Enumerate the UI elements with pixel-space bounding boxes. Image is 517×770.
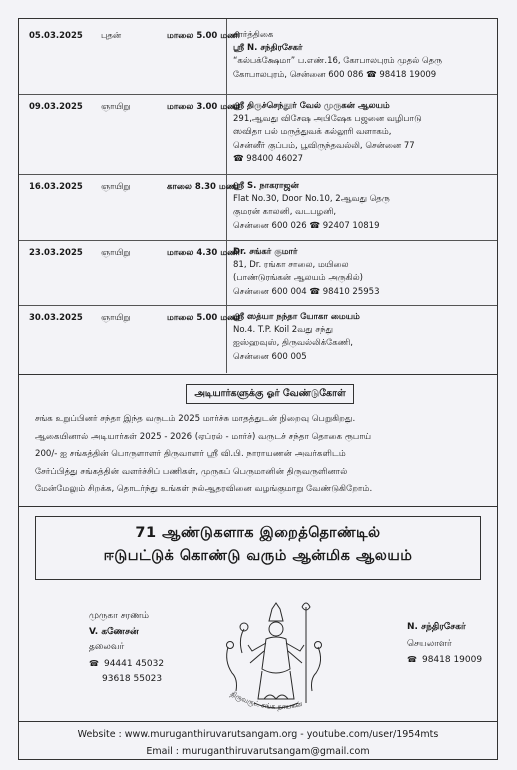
phone-icon: ☎: [89, 658, 99, 668]
venue-line: கார்த்திகை: [233, 30, 274, 40]
website-line[interactable]: Website : www.muruganthiruvarutsangam.org - youtube.com/user/1954mts: [77, 729, 439, 740]
secretary-phone: 98418 19009: [421, 655, 483, 665]
request-title: அடியார்களுக்கு ஓர் வேண்டுகோள்: [186, 384, 354, 404]
venue-line: Flat No.30, Door No.10, 2ஆவது தெரு: [233, 194, 390, 205]
section-divider: [19, 374, 497, 375]
event-time: மாலை 3.00 மணி: [167, 102, 240, 112]
event-time: மாலை 4.30 மணி: [167, 248, 240, 258]
event-venue: [233, 180, 495, 233]
event-venue: [233, 100, 495, 166]
row-divider: [19, 240, 497, 241]
event-day: ஞாயிறு: [101, 248, 131, 258]
host-name: Dr. சங்கர் குமார்: [233, 247, 298, 257]
request-line: 200/- ஐ சங்கத்தின் பொருளாளர் திருவாளர் ஸ்ரீ வி.பி. நாராயணன் அவர்களிடம்: [35, 449, 346, 459]
event-venue: [233, 311, 495, 364]
section-divider: [19, 721, 497, 722]
event-date: 23.03.2025: [29, 248, 83, 258]
event-day: ஞாயிறு: [101, 182, 131, 192]
host-name: ஸ்ரீ S. நாகராஜன்: [233, 181, 299, 191]
event-time: மாலை 5.00 மணி: [167, 31, 240, 41]
request-line: சேர்ப்பித்து சங்கத்தின் வளர்ச்சிப் பணிகள், முருகப் பெருமானின் திருவருளினால்: [35, 466, 348, 477]
event-day: ஞாயிறு: [101, 102, 131, 112]
event-venue: [233, 246, 495, 299]
banner-line-2: ஈடுபட்டுக் கொண்டு வரும் ஆன்மிக ஆலயம்: [103, 548, 413, 564]
event-date: 09.03.2025: [29, 102, 83, 112]
svg-text:திருவருட் சங்க நாயகன்: [229, 691, 303, 711]
request-line: ஆகையினால் அடியார்கள் 2025 - 2026 (ஏப்ரல் - மார்ச்) வருடச் சந்தா தொகை ரூபாய்: [35, 431, 372, 442]
venue-line: 291,ஆவது விசேஷ அபிஷேக பஜனை வழிபாடு: [233, 114, 422, 125]
venue-line: No.4. T.P. Koil 2வது சந்து: [233, 325, 333, 336]
venue-line: “கல்பக்க்ஷேமா” ப.எண்.16, கோபாலபுரம் முதல் தெரு: [233, 56, 443, 67]
president-name: V. கணேசன்: [89, 626, 139, 637]
banner-line-1: 71 ஆண்டுகளாக இறைத்தொண்டில்: [135, 525, 381, 541]
email-line[interactable]: Email : muruganthiruvarutsangam@gmail.com: [146, 746, 370, 757]
event-venue: [233, 29, 495, 82]
event-time: காலை 8.30 மணி: [167, 182, 239, 192]
request-body: [35, 411, 483, 499]
anniversary-banner: [35, 516, 481, 580]
venue-line: கோபாலபுரம், சென்னை 600 086 ☎ 98418 19009: [233, 69, 437, 80]
venue-line: ஐஸ்ஹவுஸ், திருவல்லிக்கேணி,: [233, 338, 353, 349]
venue-line: சென்னை 600 004 ☎ 98410 25953: [233, 286, 380, 297]
venue-line: சென்னீர் குப்பம், பூவிருந்தவல்லி, சென்னை 77: [233, 140, 415, 151]
event-date: 30.03.2025: [29, 313, 83, 323]
event-time: மாலை 5.00 மணி: [167, 313, 240, 323]
event-day: ஞாயிறு: [101, 313, 131, 323]
request-line: சங்க உறுப்பினர் சந்தா இந்த வருடம் 2025 மார்ச்சு மாதத்துடன் நிறைவு பெறுகிறது.: [35, 414, 356, 424]
host-name: ஸ்ரீ ஸத்யா நந்தா யோகா மையம்: [233, 312, 360, 322]
event-date: 16.03.2025: [29, 182, 83, 192]
venue-line: சென்னை 600 005: [233, 351, 307, 362]
host-name: ஸ்ரீ N. சந்திரசேகர்: [233, 43, 303, 54]
venue-line: (பாண்டுரங்கன் ஆலயம் அருகில்): [233, 273, 363, 284]
schedule-table: [19, 19, 497, 374]
row-divider: [19, 305, 497, 306]
event-date: 05.03.2025: [29, 31, 83, 41]
secretary-role: செயலாளர்: [407, 638, 452, 649]
venue-line: சென்னை 600 026 ☎ 92407 10819: [233, 220, 380, 231]
row-divider: [19, 174, 497, 175]
president-role: தலைவர்: [89, 642, 125, 652]
emblem-caption-text: திருவருட் சங்க நாயகன்: [229, 691, 304, 712]
venue-line: குமரன் காலனி, வடபழனி,: [233, 207, 337, 218]
secretary-name: N. சந்திரசேகர்: [407, 622, 466, 632]
president-phone: 93618 55023: [102, 674, 163, 684]
greeting: முருகா சரணம்: [89, 611, 149, 621]
venue-line: 81, Dr. ரங்கா சாலை, மயிலை: [233, 260, 349, 271]
venue-line: ஸவிதா பல் மருத்துவக் கல்லூரி வளாகம்,: [233, 127, 392, 138]
venue-line: ☎ 98400 46027: [233, 153, 304, 164]
request-line: மேன்மேலும் சிறக்க, தொடர்ந்து உங்கள் நல்ஆதரவினை வழங்குமாறு வேண்டுகிறோம்.: [35, 484, 373, 494]
section-divider: [19, 506, 497, 507]
row-divider: [19, 94, 497, 95]
president-block: [89, 609, 164, 688]
host-name: ஸ்ரீ திருச்செந்தூர் வேல் முருகன் ஆலயம்: [233, 101, 390, 111]
president-phone: 94441 45032: [103, 658, 165, 669]
emblem-caption: [224, 691, 334, 719]
phone-icon: ☎: [407, 655, 417, 664]
footer: [19, 726, 497, 760]
event-day: புதன்: [101, 31, 122, 41]
secretary-block: [407, 619, 482, 669]
page-frame: [18, 18, 498, 760]
